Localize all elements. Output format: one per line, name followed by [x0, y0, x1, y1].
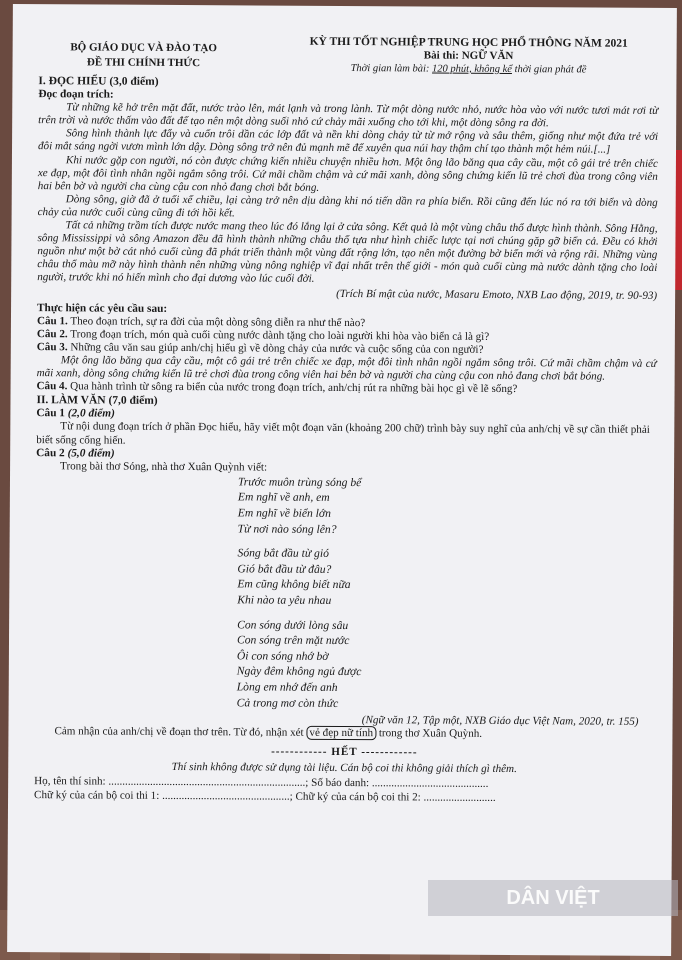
exam-title: KỲ THI TỐT NGHIỆP TRUNG HỌC PHỔ THÔNG NĂM 2021 [309, 35, 628, 50]
poem-line: Lòng em nhớ đến anh [236, 680, 338, 694]
part1-title: I. ĐỌC HIỂU (3,0 điểm) [38, 75, 159, 88]
poem-line: Em nghĩ về biển lớn [237, 506, 331, 520]
poem-line: Em cũng không biết nữa [237, 577, 351, 592]
question-3: Câu 3. Những câu văn sau giúp anh/chị hiểu gì về dòng chảy của nước và cuộc sống của con người? [36, 341, 484, 356]
exam-header [38, 34, 658, 77]
candidate-name-field: Họ, tên thí sinh: .......................................................................; Số báo danh: .......................................... [34, 774, 489, 790]
circled-phrase: vẻ đẹp nữ tính [306, 726, 376, 740]
task-label: Thực hiện các yêu cầu sau: [37, 301, 168, 315]
poem-line: Con sóng dưới lòng sâu [237, 617, 349, 632]
poem-stanza [237, 546, 655, 611]
passage-paragraph: Từ những kẽ hở trên mặt đất, nước trào lên, mát lạnh và trong lành. Từ một dòng nước nhỏ, nước hòa vào với nước tươi mát rơi từ trên trời và nước thấm vào đất để tạo nên một dòng suối nhỏ cứ chảy mãi xuống cho tới khi, một dòng sông ra đời. [38, 101, 659, 130]
ministry-name: BỘ GIÁO DỤC VÀ ĐÀO TẠO [70, 41, 217, 55]
question-1: Câu 1. Theo đoạn trích, sự ra đời của một dòng sông diễn ra như thế nào? [36, 314, 366, 329]
poem-line: Ngày đêm không ngủ được [236, 664, 362, 679]
essay-2-task: Cảm nhận của anh/chị về đoạn thơ trên. Từ đó, nhận xét vẻ đẹp nữ tính trong thơ Xuân Quỳnh. [54, 725, 483, 741]
read-label: Đọc đoạn trích: [38, 88, 114, 101]
question-4: Câu 4. Qua hành trình từ sông ra biển của nước trong đoạn trích, anh/chị rút ra những bài học gì về lẽ sống? [36, 380, 518, 396]
end-marker: ------------ HẾT ------------ [271, 745, 418, 759]
exam-paper [7, 4, 677, 956]
poem-line: Em nghĩ về anh, em [237, 490, 330, 505]
passage-source: (Trích Bí mật của nước, Masaru Emoto, NXB Lao động, 2019, tr. 90-93) [336, 287, 658, 302]
poem [237, 474, 656, 713]
official-label: ĐỀ THI CHÍNH THỨC [86, 56, 201, 70]
header-left [38, 40, 248, 74]
passage-paragraph: Khi nước gặp con người, nó còn được chứng kiến nhiều chuyện nhiều hơn. Một ông lão băng qua cây cầu, một cô gái trẻ trên chiếc xe đạp, một đôi tình nhân ngồi ngắm sông trôi. Cứ mãi chầm chậm và cứ mãi xanh, dòng sông chứng kiến lũ trẻ chơi đùa trong công viên hai bên bờ và người cha cùng cậu con nhỏ đang chơi bắt bóng. [37, 153, 658, 194]
poem-line: Cả trong mơ còn thức [236, 695, 339, 710]
essay-2-label: Câu 2 (5,0 điểm) [36, 446, 115, 460]
time-label: Thời gian làm bài: 120 phút, không kể thời gian phát đề [350, 63, 587, 76]
poem-line: Con sóng trên mặt nước [236, 633, 350, 648]
exam-note: Thí sinh không được sử dụng tài liệu. Cán bộ coi thi không giải thích gì thêm. [171, 761, 517, 776]
part2-title: II. LÀM VĂN (7,0 điểm) [36, 394, 158, 408]
poem-line: Từ nơi nào sóng lên? [237, 521, 337, 536]
passage-paragraph: Tất cả những trầm tích được nước mang theo lúc đó lắng lại ở cửa sông. Kết quả là một vùng châu thổ được hình thành. Sông Hằng, sông Mississippi và sông Amazon đều đã hình thành những châu thổ tựa như hình chiếc lược tại nơi chúng gặp gỡ biển cả. Đều có khởi nguồn như một bờ cát nhỏ cuối cùng đã phát triển thành một vùng đất rộng lớn, tạo nên một đường bờ biển mới và rộng rãi. Những vùng châu thổ màu mỡ này hình thành nên những vùng nông nghiệp vĩ đại nhất trên thế giới - món quà cuối cùng mà nước dành tặng cho loài người, trước khi nó hiến mình cho đại dương vào lúc cuối đời. [37, 219, 658, 286]
passage-paragraph: Dòng sông, giờ đã ở tuổi xế chiều, lại càng trở nên dịu dàng khi nó tiến dần ra phía biển. Rồi cũng đến lúc nó ra tới biển và dòng chảy của nước cuối cùng cũng đi tới hồi kết. [37, 193, 658, 220]
poem-line: Sóng bắt đầu từ gió [237, 546, 329, 561]
poem-stanza [238, 474, 656, 539]
header-right [278, 36, 658, 77]
essay-1-text: Từ nội dung đoạn trích ở phần Đọc hiểu, hãy viết một đoạn văn (khoảng 200 chữ) trình bày suy nghĩ của anh/chị về sự cần thiết phải biết sống cống hiến. [36, 420, 650, 447]
subject-label: Bài thi: NGỮ VĂN [423, 49, 514, 63]
watermark-logo: DÂN VIỆT [428, 880, 678, 916]
poem-line: Khi nào ta yêu nhau [237, 593, 332, 607]
proctor-signature-field: Chữ ký của cán bộ coi thi 1: ..............................................; Chữ ký của cán bộ coi thi 2: .......................... [34, 788, 496, 804]
essay-1-label: Câu 1 (2,0 điểm) [36, 407, 115, 420]
poem-source: (Ngữ văn 12, Tập một, NXB Giáo dục Việt Nam, 2020, tr. 155) [361, 714, 639, 728]
passage-paragraph: Sông hình thành lực đẩy và cuốn trôi dần các lớp đất và nền khi dòng chảy từ từ mở rộng và sâu thêm, giống như một đứa trẻ với đôi mắt sáng ngời vươn mình lớn dậy. Dòng sông trở nên đủ mạnh mẽ để xuyên qua núi hay thậm chí tạo thành một hẻm núi.[...] [37, 127, 659, 157]
poem-line: Gió bắt đầu từ đâu? [237, 562, 332, 576]
question-2: Câu 2. Trong đoạn trích, món quà cuối cùng nước dành tặng cho loài người khi hòa vào biển cả là gì? [36, 327, 490, 343]
question-3-quote: Một ông lão băng qua cây cầu, một cô gái trẻ trên chiếc xe đạp, một đôi tình nhân ngồi ngắm sông trôi. Cứ mãi chầm chậm và cứ mãi xanh, dòng sông chứng kiến lũ trẻ chơi đùa trong công viên hai bên bờ và người cha cùng cậu con nhỏ đang chơi bắt bóng. [36, 354, 657, 383]
poem-line: Ôi con sóng nhớ bờ [236, 649, 329, 663]
poem-stanza [237, 617, 656, 713]
essay-2-intro: Trong bài thơ Sóng, nhà thơ Xuân Quỳnh viết: [60, 459, 268, 474]
poem-line: Trước muôn trùng sóng bể [237, 475, 362, 489]
